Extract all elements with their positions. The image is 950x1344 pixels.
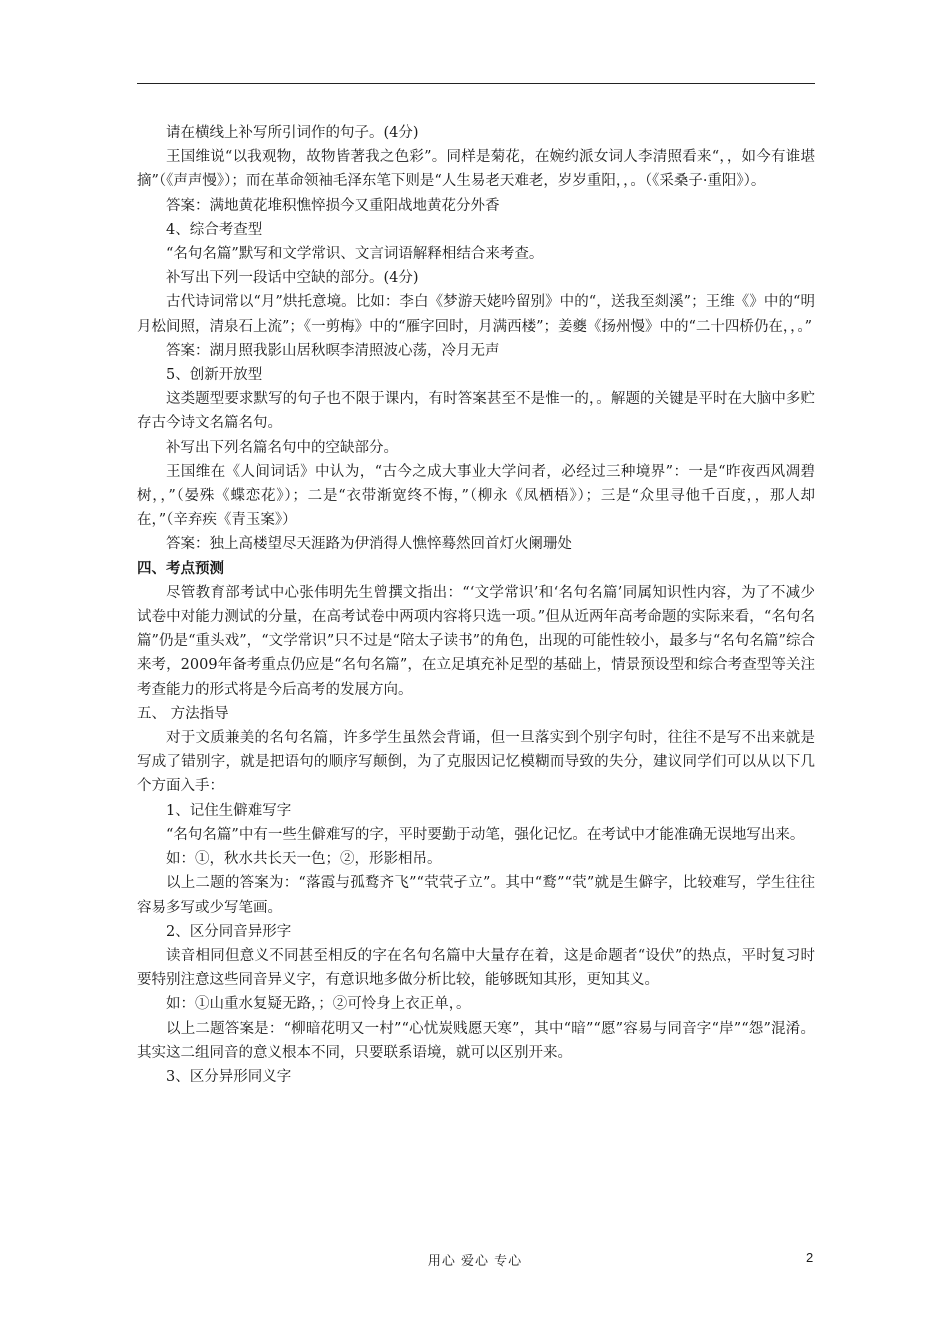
paragraph: “名句名篇”默写和文学常识、文言词语解释相结合来考查。 xyxy=(166,246,544,263)
paragraph: 1、记住生僻难写字 xyxy=(166,802,292,819)
paragraph: 4、综合考查型 xyxy=(166,221,263,238)
paragraph: 以上二题答案是：“柳暗花明又一村”“心忧炭贱愿天寒”，其中“暗”“愿”容易与同音字“岸”“怨”混淆。其实这二组同音的意义根本不同，只要联系语境，就可以区别开来。 xyxy=(137,1020,815,1061)
footer-motto: 用心 爱心 专心 xyxy=(427,1254,523,1269)
paragraph: 对于文质兼美的名句名篇，许多学生虽然会背诵，但一旦落实到个别字句时，往往不是写不出来就是写成了错别字，就是把语句的顺序写颠倒，为了克服因记忆模糊而导致的失分，建议同学们可以从以下几个方面入手： xyxy=(137,730,815,795)
paragraph: 以上二题的答案为：“落霞与孤鹜齐飞”“茕茕孑立”。其中“鹜”“茕”就是生僻字，比较难写，学生往往容易多写或少写笔画。 xyxy=(137,875,815,916)
document-body xyxy=(137,121,815,1089)
paragraph: 请在横线上补写所引词作的句子。(4分) xyxy=(166,125,419,141)
paragraph: 2、区分同音异形字 xyxy=(166,923,292,940)
paragraph: 五、 方法指导 xyxy=(137,705,229,722)
paragraph: 如：①，秋水共长天一色；②，形影相吊。 xyxy=(166,851,442,868)
paragraph: 古代诗词常以“月”烘托意境。比如：李白《梦游天姥吟留别》中的“，送我至剡溪”；王维《》中的“明月松间照，清泉石上流”；《一剪梅》中的“雁字回时，月满西楼”；姜夔《扬州慢》中的“二十四桥仍在，，。” xyxy=(137,294,815,335)
paragraph: 补写出下列一段话中空缺的部分。(4分) xyxy=(166,270,419,287)
paragraph: 尽管教育部考试中心张伟明先生曾撰文指出：“‘文学常识’和‘名句名篇’同属知识性内容，为了不减少试卷中对能力测试的分量，在高考试卷中两项内容将只选一项。”但从近两年高考命题的实际来看，“名句名篇”仍是“重头戏”，“文学常识”只不过是“陪太子读书”的角色，出现的可能性较小，最多与“名句名篇”综合来考，2009年备考重点仍应是“名句名篇”，在立足填充补足型的基础上，情景预设型和综合考查型等关注考查能力的形式将是今后高考的发展方向。 xyxy=(137,584,815,698)
page-number: 2 xyxy=(806,1250,814,1265)
paragraph: 如：①山重水复疑无路，；②可怜身上衣正单，。 xyxy=(166,996,471,1013)
header-rule xyxy=(137,83,815,84)
paragraph: 这类题型要求默写的句子也不限于课内，有时答案甚至不是惟一的，。解题的关键是平时在大脑中多贮存古今诗文名篇名句。 xyxy=(137,391,815,432)
paragraph: 王国维说“以我观物，故物皆著我之色彩”。同样是菊花，在婉约派女词人李清照看来“，，如今有谁堪摘”（《声声慢》）；而在革命领袖毛泽东笔下则是“人生易老天难老，岁岁重阳，，。（《采桑子·重阳》）。 xyxy=(137,149,815,190)
paragraph: 答案：独上高楼望尽天涯路为伊消得人憔悴蓦然回首灯火阑珊处 xyxy=(166,536,572,553)
section-heading: 四、考点预测 xyxy=(137,559,224,577)
paragraph: “名句名篇”中有一些生僻难写的字，平时要勤于动笔，强化记忆。在考试中才能准确无误地写出来。 xyxy=(166,826,805,843)
paragraph: 3、区分异形同义字 xyxy=(166,1068,292,1085)
paragraph: 王国维在《人间词话》中认为，“古今之成大事业大学问者，必经过三种境界”：一是“昨夜西风凋碧树，，”（晏殊《蝶恋花》）；二是“衣带渐宽终不悔，”（柳永《凤栖梧》）；三是“众里寻他千百度，，那人却在，”（辛弃疾《青玉案》） xyxy=(137,463,815,529)
paragraph: 补写出下列名篇名句中的空缺部分。 xyxy=(166,439,398,456)
paragraph: 5、创新开放型 xyxy=(166,367,263,384)
paragraph: 答案：湖月照我影山居秋暝李清照波心荡，冷月无声 xyxy=(166,342,500,359)
paragraph: 答案：满地黄花堆积憔悴损今又重阳战地黄花分外香 xyxy=(166,197,500,214)
paragraph: 读音相同但意义不同甚至相反的字在名句名篇中大量存在着，这是命题者“设伏”的热点，平时复习时要特别注意这些同音异义字，有意识地多做分析比较，能够既知其形，更知其义。 xyxy=(137,947,815,989)
